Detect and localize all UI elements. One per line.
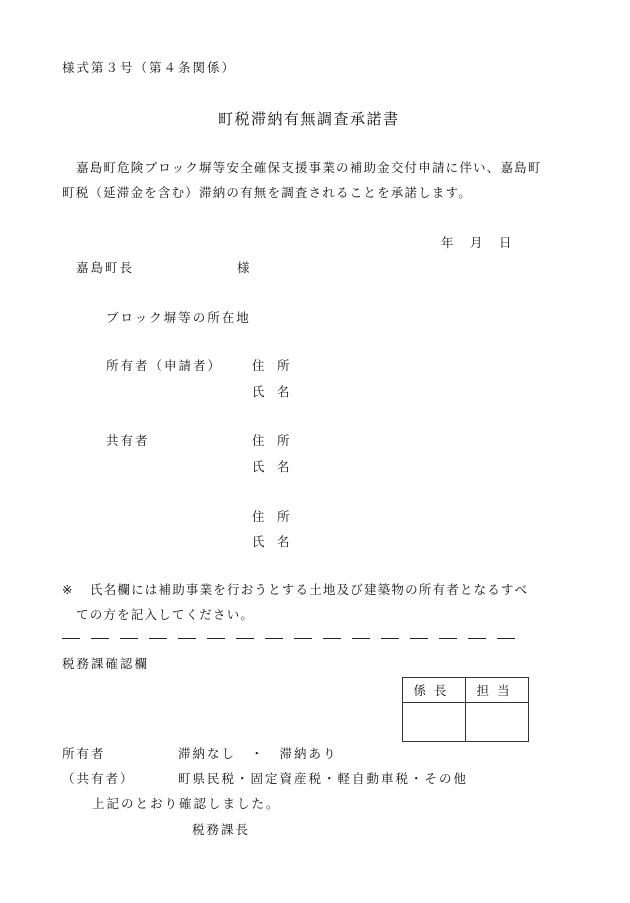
tax-types: 町県民税・固定資産税・軽自動車税・その他 <box>178 771 469 786</box>
stamp-cell-chief[interactable] <box>403 703 466 742</box>
consent-text-line-1: 嘉島町危険ブロック塀等安全確保支援事業の補助金交付申請に伴い、嘉島町 <box>76 160 542 175</box>
owner-address-label: 住 所 <box>252 358 290 373</box>
co-owner-address-label: 住 所 <box>252 433 290 448</box>
confirmation-text: 上記のとおり確認しました。 <box>92 796 281 811</box>
co-owner-label: 共有者 <box>106 433 150 448</box>
document-title: 町税滞納有無調査承諾書 <box>218 110 400 128</box>
note-line-2: ての方を記入してください。 <box>76 607 255 622</box>
co-owner-name-label: 氏 名 <box>252 459 290 474</box>
office-owner-label: 所有者 <box>62 746 106 761</box>
location-label: ブロック塀等の所在地 <box>106 310 251 325</box>
date-month: 月 <box>470 235 483 250</box>
approval-stamp-table <box>402 677 529 742</box>
arrears-options: 滞納なし ・ 滞納あり <box>178 746 338 761</box>
form-number: 様式第３号（第４条関係） <box>62 60 237 75</box>
tax-division-chief: 税務課長 <box>192 822 251 837</box>
office-co-owner-label: （共有者） <box>62 771 135 786</box>
addressee-honorific: 様 <box>237 260 250 275</box>
cut-line <box>62 638 515 639</box>
stamp-header-chief: 係長 <box>403 678 466 703</box>
stamp-header-staff: 担当 <box>466 678 529 703</box>
owner-label: 所有者（申請者） <box>106 358 223 373</box>
co-owner-address-label-2: 住 所 <box>252 509 290 524</box>
stamp-cell-staff[interactable] <box>466 703 529 742</box>
note-mark: ※ <box>62 582 73 597</box>
note-line-1: 氏名欄には補助事業を行おうとする土地及び建築物の所有者となるすべ <box>90 582 529 597</box>
date-day: 日 <box>499 235 512 250</box>
owner-name-label: 氏 名 <box>252 384 290 399</box>
date-year: 年 <box>441 235 454 250</box>
consent-text-line-2: 町税（延滞金を含む）滞納の有無を調査されることを承諾します。 <box>62 185 473 200</box>
co-owner-name-label-2: 氏 名 <box>252 534 290 549</box>
office-section-heading: 税務課確認欄 <box>62 656 150 671</box>
addressee-name: 嘉島町長 <box>76 260 135 275</box>
